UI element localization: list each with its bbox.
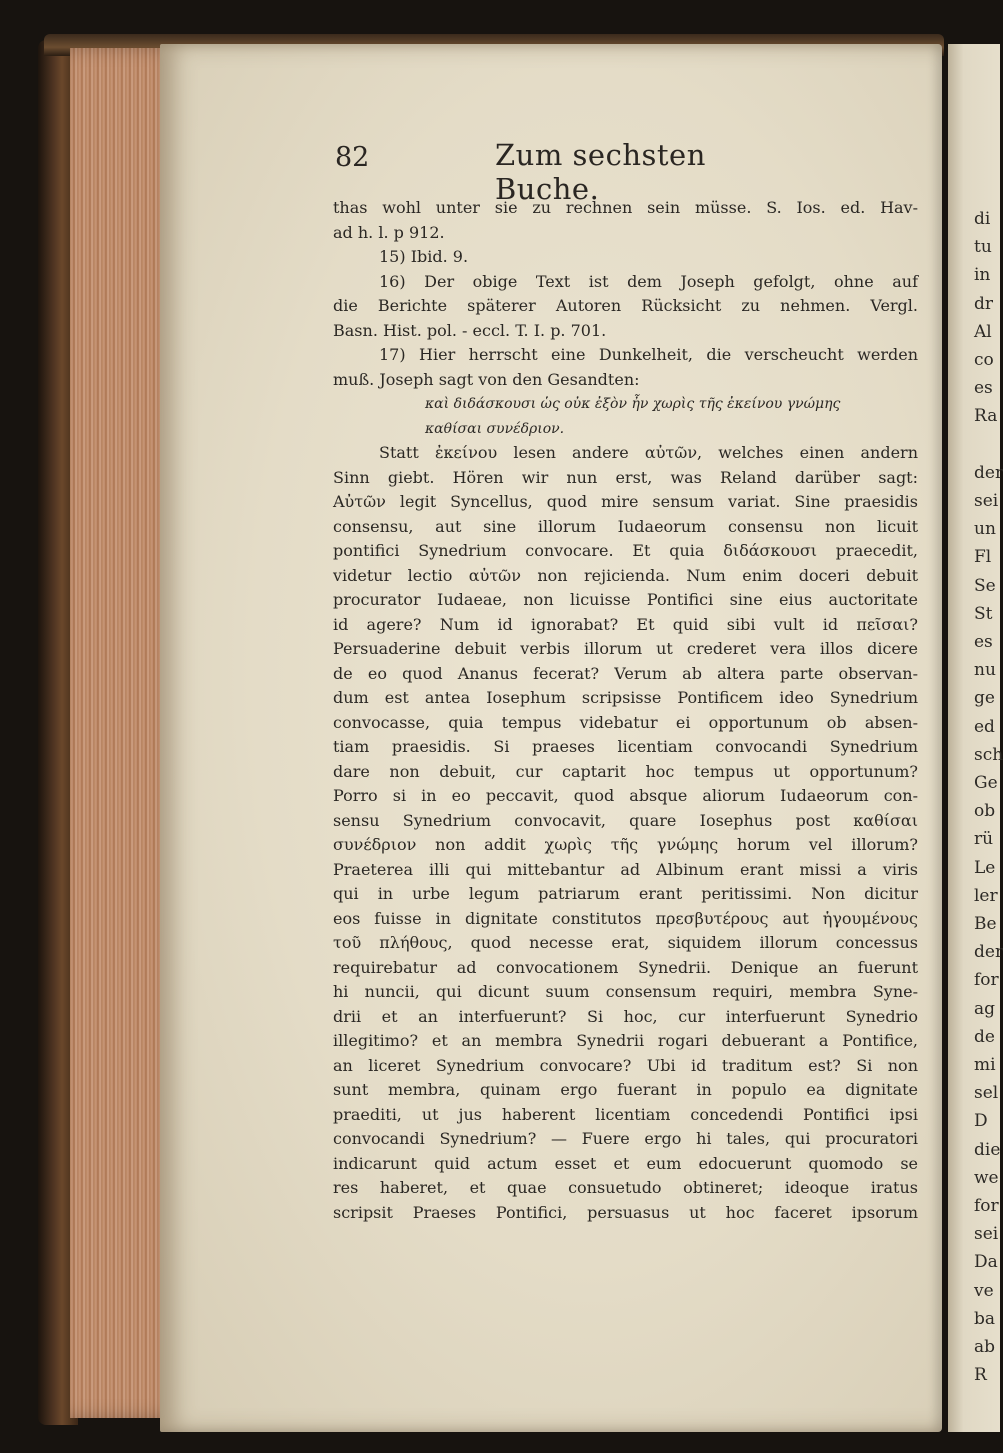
- facing-page-fragment: der: [974, 462, 1003, 483]
- page-body-text: [333, 196, 918, 1225]
- text-line: dum est antea Iosephum scripsisse Pontificem ideo Synedrium: [333, 688, 918, 707]
- facing-page-fragment: Ra: [974, 406, 998, 427]
- facing-page-fragment: dr: [974, 293, 994, 314]
- facing-page-fragment: we: [974, 1167, 999, 1188]
- text-line: συνέδριον non addit χωρὶς τῆς γνώμης horum vel illorum?: [333, 835, 918, 854]
- text-line: Persuaderine debuit verbis illorum ut crederet vera illos dicere: [333, 639, 918, 658]
- facing-page-fragment: Fl: [974, 547, 992, 568]
- facing-page-fragment: sei: [974, 1224, 999, 1245]
- text-line: illegitimo? et an membra Synedrii rogari debuerant a Pontifice,: [333, 1031, 918, 1050]
- facing-page-fragment: D: [974, 1111, 988, 1132]
- text-line: καὶ διδάσκουσι ὡς οὐκ ἐξὸν ἦν χωρὶς τῆς ἐκείνου γνώμης: [425, 396, 841, 412]
- text-line: scripsit Praeses Pontifici, persuasus ut hoc faceret ipsorum: [333, 1202, 918, 1222]
- facing-page-fragment: der: [974, 942, 1003, 963]
- facing-page-fragment: for: [974, 970, 999, 991]
- text-line: tiam praesidis. Si praeses licentiam convocandi Synedrium: [333, 737, 918, 756]
- text-line: 16) Der obige Text ist dem Joseph gefolgt, ohne auf: [379, 271, 918, 291]
- facing-page-fragment: un: [974, 519, 996, 540]
- facing-page-fragment: sei: [974, 491, 999, 511]
- text-line: qui in urbe legum patriarum erant peritissimi. Non dicitur: [333, 884, 918, 903]
- facing-page-fragment: ba: [974, 1308, 996, 1329]
- facing-page-fragment: es: [974, 632, 993, 652]
- text-line: de eo quod Ananus fecerat? Verum ab altera parte observan-: [333, 663, 918, 683]
- text-line: thas wohl unter sie zu rechnen sein müsse. S. Ios. ed. Hav-: [333, 198, 918, 217]
- facing-page-fragment: rü: [974, 829, 994, 850]
- page-number: 82: [335, 142, 370, 173]
- page-header: [335, 138, 785, 206]
- facing-page-fragment: mi: [974, 1055, 996, 1075]
- text-line: Basn. Hist. pol. - eccl. T. I. p. 701.: [333, 320, 607, 340]
- text-line: 17) Hier herrscht eine Dunkelheit, die verscheucht werden: [379, 345, 918, 364]
- text-line: videtur lectio αὐτῶν non rejicienda. Num enim doceri debuit: [333, 565, 918, 585]
- text-line: eos fuisse in dignitate constitutos πρεσβυτέρους aut ἡγουμένους: [333, 908, 918, 928]
- text-line: id agere? Num id ignorabat? Et quid sibi vult id πεῖσαι?: [333, 614, 918, 634]
- text-line: 15) Ibid. 9.: [379, 247, 469, 266]
- facing-page-fragment: ab: [974, 1337, 996, 1357]
- facing-page-fragment: ag: [974, 998, 996, 1019]
- text-line: Porro si in eo peccavit, quod absque aliorum Iudaeorum con-: [333, 786, 918, 805]
- text-line: die Berichte späterer Autoren Rücksicht zu nehmen. Vergl.: [333, 296, 918, 315]
- text-line: consensu, aut sine illorum Iudaeorum consensu non licuit: [333, 516, 918, 536]
- text-line: καθίσαι συνέδριον.: [425, 420, 565, 437]
- facing-page-fragment: R: [974, 1365, 987, 1386]
- facing-page-fragment: Le: [974, 857, 996, 878]
- text-line: convocandi Synedrium? — Fuere ergo hi tales, qui procuratori: [333, 1129, 918, 1148]
- facing-page-fragment: de: [974, 1026, 995, 1047]
- text-line: Statt ἐκείνου lesen andere αὐτῶν, welches einen andern: [379, 443, 918, 462]
- text-line: muß. Joseph sagt von den Gesandten:: [333, 369, 640, 389]
- facing-page-fragment: die: [974, 1139, 1001, 1160]
- facing-page-fragment: Be: [974, 914, 997, 934]
- text-line: sensu Synedrium convocavit, quare Iosephus post καθίσαι: [333, 810, 918, 830]
- facing-page-edge: [948, 44, 1003, 1432]
- facing-page-fragment: ge: [974, 688, 995, 709]
- text-line: hi nuncii, qui dicunt suum consensum requiri, membra Syne-: [333, 982, 918, 1001]
- text-line: dare non debuit, cur captarit hoc tempus ut opportunum?: [333, 761, 918, 781]
- facing-page-fragment: nu: [974, 660, 996, 681]
- text-line: Sinn giebt. Hören wir nun erst, was Reland darüber sagt:: [333, 467, 918, 487]
- text-line: praediti, ut jus haberent licentiam concedendi Pontifici ipsi: [333, 1104, 918, 1124]
- text-line: drii et an interfuerunt? Si hoc, cur interfuerunt Synedrio: [333, 1006, 918, 1026]
- facing-page-fragment: Al: [974, 321, 992, 342]
- facing-page-fragment: ve: [974, 1280, 994, 1301]
- facing-page-fragment: St: [974, 603, 993, 624]
- text-line: res haberet, et quae consuetudo obtineret; ideoque iratus: [333, 1178, 918, 1197]
- text-line: sunt membra, quinam ergo fuerant in populo ea dignitate: [333, 1080, 918, 1099]
- text-line: indicarunt quid actum esset et eum edocuerunt quomodo se: [333, 1153, 918, 1173]
- text-line: τοῦ πλήθους, quod necesse erat, siquidem illorum concessus: [333, 933, 918, 952]
- facing-page-fragment: co: [974, 350, 994, 370]
- facing-page-fragment: sel: [974, 1083, 999, 1104]
- facing-page-fragment: di: [974, 209, 991, 229]
- facing-page-fragment: Ge: [974, 773, 998, 793]
- facing-page-fragment: tu: [974, 237, 992, 258]
- facing-page-fragment: for: [974, 1196, 999, 1216]
- running-head: Zum sechsten Buche.: [495, 138, 706, 206]
- facing-page-fragment: Da: [974, 1252, 998, 1273]
- text-line: procurator Iudaeae, non licuisse Pontifici sine eius auctoritate: [333, 590, 918, 609]
- text-line: convocasse, quia tempus videbatur ei opportunum ob absen-: [333, 712, 918, 732]
- text-line: Praeterea illi qui mittebantur ad Albinum erant missi a viris: [333, 859, 918, 879]
- facing-page-fragment: es: [974, 378, 993, 399]
- text-line: an liceret Synedrium convocare? Ubi id traditum est? Si non: [333, 1055, 918, 1075]
- facing-page-fragment: Se: [974, 575, 996, 596]
- text-line: Αὐτῶν legit Syncellus, quod mire sensum variat. Sine praesidis: [333, 492, 918, 511]
- text-line: requirebatur ad convocationem Synedrii. Denique an fuerunt: [333, 957, 918, 977]
- facing-page-fragment: ed: [974, 716, 995, 737]
- facing-page-fragment: in: [974, 265, 991, 286]
- facing-page-fragment: sch: [974, 744, 1003, 765]
- facing-page-fragment: ler: [974, 885, 998, 906]
- text-line: ad h. l. p 912.: [333, 222, 445, 242]
- facing-page-fragment: ob: [974, 801, 996, 822]
- text-line: pontifici Synedrium convocare. Et quia διδάσκουσι praecedit,: [333, 541, 918, 560]
